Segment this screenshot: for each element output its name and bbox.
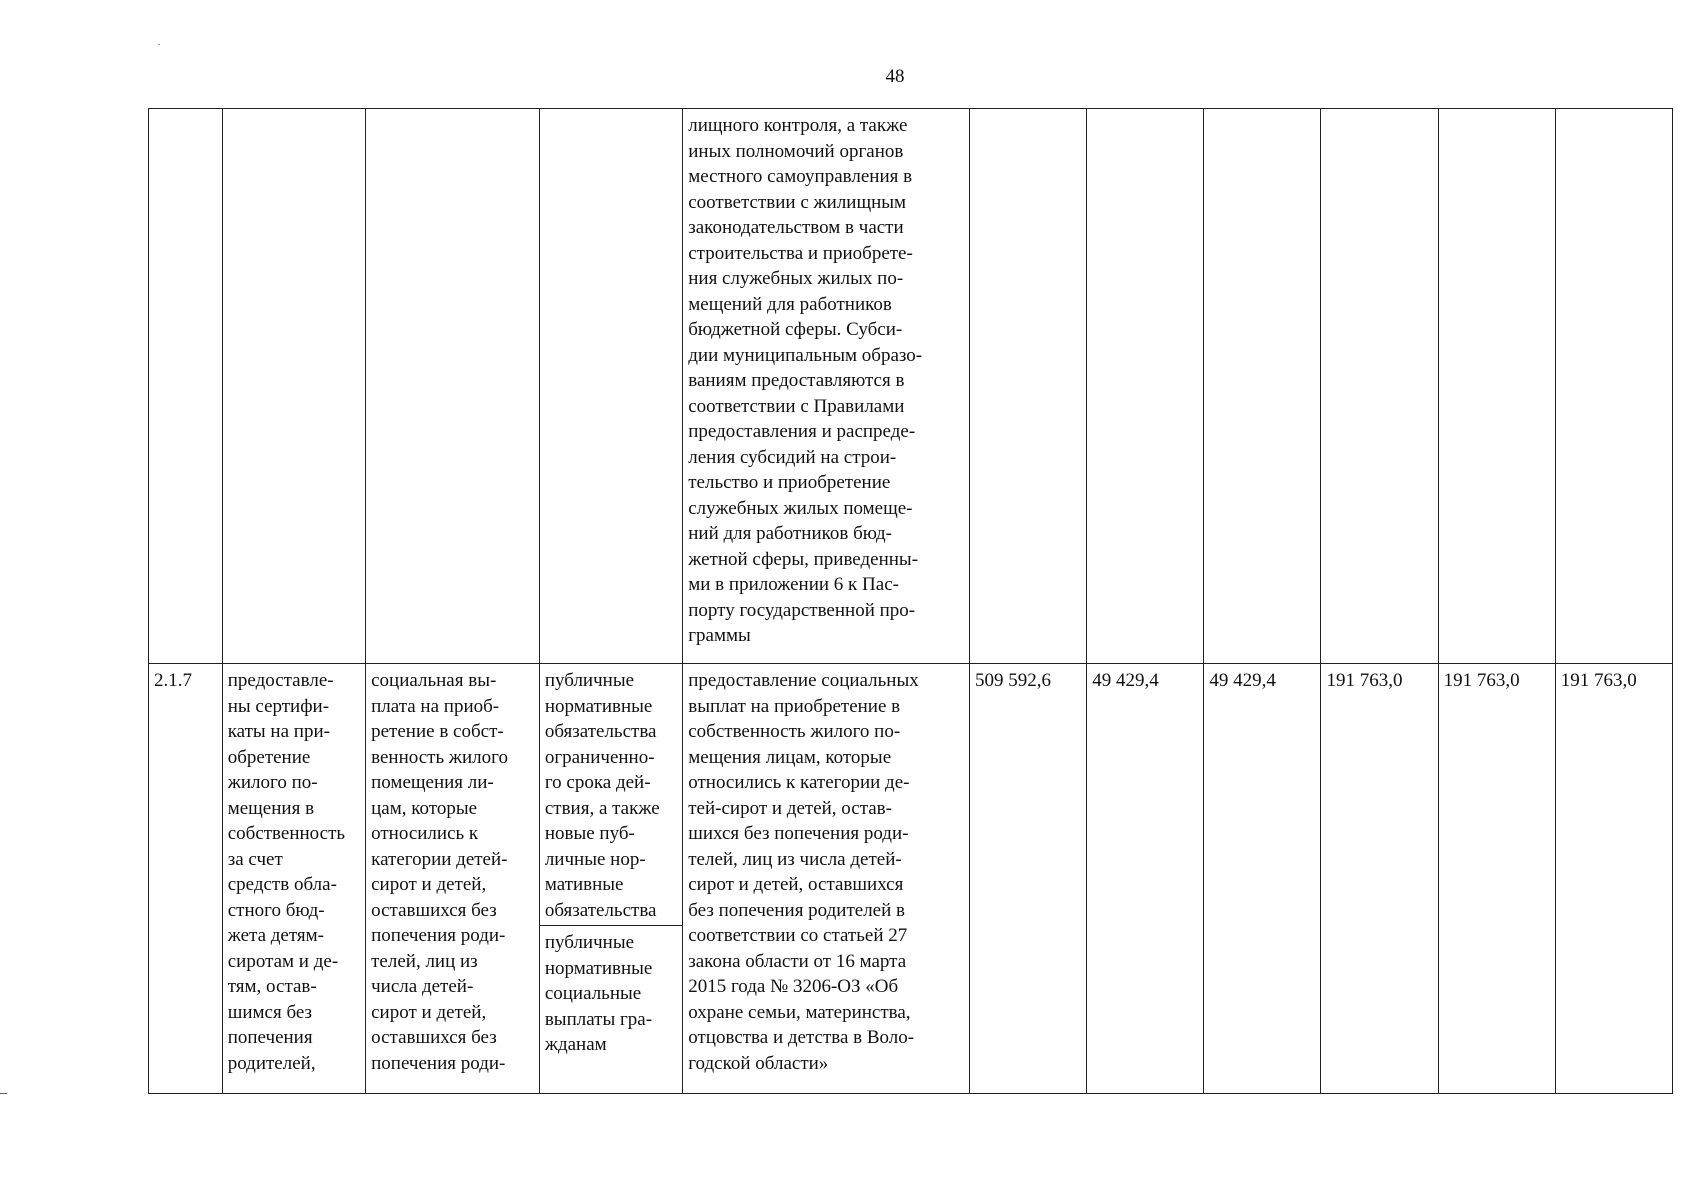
- table-cell: [1321, 109, 1438, 664]
- text-line: сирот и детей,: [371, 1001, 487, 1023]
- text-line: мещений для работников: [688, 293, 892, 315]
- table-cell: [222, 109, 365, 664]
- text-line: оставшихся без: [371, 899, 497, 921]
- text-line: новые пуб-: [544, 823, 635, 844]
- text-line: социальные: [544, 983, 642, 1004]
- text-line: шимся без: [227, 1001, 313, 1023]
- text-line: ны сертифи-: [227, 695, 330, 717]
- text-line: местного самоуправления в: [688, 166, 913, 187]
- text-line: граммы: [688, 625, 751, 646]
- text-line: публичные: [544, 932, 635, 953]
- text-line: ний для работников бюд-: [688, 523, 892, 544]
- row-number: 2.1.7: [149, 664, 223, 1094]
- text-line: мещения лицам, которые: [688, 746, 892, 768]
- text-line: предоставления и распреде-: [688, 421, 916, 442]
- text-line: публичные: [544, 670, 635, 691]
- text-line: охране семьи, материнства,: [688, 1001, 911, 1023]
- text-line: обязательства: [544, 721, 657, 742]
- text-line: соответствии с жилищным: [688, 191, 907, 213]
- text-line: телей, лиц из числа детей-: [688, 848, 902, 870]
- description-cell: [683, 664, 970, 1094]
- text-line: предоставле-: [227, 670, 334, 691]
- text-line: мативные: [544, 874, 624, 895]
- text-line: выплаты гра-: [544, 1008, 653, 1030]
- text-line: числа детей-: [371, 976, 474, 997]
- amount-cell: 191 763,0: [1438, 664, 1555, 1094]
- amount-cell: 49 429,4: [1204, 664, 1321, 1094]
- text-line: соответствии со статьей 27: [688, 925, 908, 946]
- text-line: относились к категории де-: [688, 772, 910, 793]
- table-cell: [149, 109, 223, 664]
- text-line: тям, остав-: [227, 976, 317, 997]
- text-line: обретение: [227, 746, 311, 768]
- scan-edge-mark: [0, 1093, 7, 1094]
- text-line: порту государственной про-: [688, 599, 916, 621]
- text-line: ограниченно-: [544, 746, 655, 768]
- text-line: отцовства и детства в Воло-: [688, 1027, 915, 1048]
- text-line: плата на приоб-: [371, 695, 500, 717]
- text-line: ления субсидий на строи-: [688, 446, 897, 468]
- text-line: соответствии с Правилами: [688, 395, 905, 417]
- text-line: категории детей-: [371, 848, 508, 870]
- description-cell: [683, 109, 970, 664]
- text-line: телей, лиц из: [371, 950, 478, 972]
- text-line: годской области»: [688, 1052, 829, 1074]
- text-line: стного бюд-: [227, 899, 325, 921]
- text-line: тельство и приобретение: [688, 472, 891, 493]
- table-row: [149, 664, 1673, 1094]
- text-line: сирот и детей,: [371, 874, 487, 895]
- text-line: собственность: [227, 823, 346, 844]
- measure-name-cell: [222, 664, 365, 1094]
- text-line: ми в приложении 6 к Пас-: [688, 574, 899, 595]
- amount-cell: 509 592,6: [970, 664, 1087, 1094]
- text-line: средств обла-: [227, 874, 337, 895]
- text-line: тей-сирот и детей, остав-: [688, 797, 892, 819]
- text-line: бюджетной сферы. Субси-: [688, 319, 903, 340]
- program-table: [148, 108, 1673, 1094]
- text-line: ствия, а также: [544, 797, 660, 819]
- obligation-type-top: [540, 668, 682, 926]
- table-cell: [1555, 109, 1672, 664]
- text-line: оставшихся без: [371, 1027, 497, 1048]
- text-line: шихся без попечения роди-: [688, 823, 909, 844]
- text-line: собственность жилого по-: [688, 721, 901, 742]
- amount-cell: 191 763,0: [1555, 664, 1672, 1094]
- page-number: 48: [885, 66, 905, 87]
- text-line: нормативные: [544, 957, 653, 979]
- text-line: иных полномочий органов: [688, 140, 904, 162]
- text-line: дии муниципальным образо-: [688, 344, 923, 366]
- amount-cell: 49 429,4: [1087, 664, 1204, 1094]
- text-line: выплат на приобретение в: [688, 695, 901, 717]
- text-line: строительства и приобрете-: [688, 242, 913, 264]
- text-line: относились к: [371, 823, 479, 844]
- text-line: мещения в: [227, 797, 315, 819]
- text-line: законодательством в части: [688, 217, 904, 238]
- text-line: за счет: [227, 848, 283, 870]
- table-cell: [1087, 109, 1204, 664]
- table-row: [149, 109, 1673, 664]
- text-line: каты на при-: [227, 721, 330, 742]
- table-cell: [1204, 109, 1321, 664]
- table-cell: [366, 109, 540, 664]
- text-line: 2015 года № 3206-ОЗ «Об: [688, 976, 899, 997]
- text-line: нормативные: [544, 695, 653, 717]
- text-line: ретение в собст-: [371, 721, 504, 742]
- text-line: личные нор-: [544, 848, 646, 870]
- text-line: социальная вы-: [371, 670, 497, 691]
- text-line: попечения: [227, 1027, 313, 1048]
- text-line: венность жилого: [371, 746, 508, 768]
- text-line: предоставление социальных: [688, 670, 919, 691]
- text-line: помещения ли-: [371, 772, 494, 793]
- text-line: сиротам и де-: [227, 950, 339, 972]
- result-cell: [366, 664, 540, 1094]
- text-line: сирот и детей, оставшихся: [688, 874, 904, 895]
- scan-speck: [158, 44, 160, 45]
- text-line: жетной сферы, приведенны-: [688, 548, 919, 570]
- text-line: го срока дей-: [544, 772, 651, 793]
- text-line: служебных жилых помеще-: [688, 497, 913, 519]
- obligation-type-cell: [539, 664, 682, 1094]
- text-line: жилого по-: [227, 772, 318, 793]
- table-cell: [1438, 109, 1555, 664]
- text-line: родителей,: [227, 1052, 316, 1074]
- text-line: попечения роди-: [371, 925, 506, 946]
- text-line: жданам: [544, 1034, 607, 1055]
- text-line: цам, которые: [371, 797, 478, 819]
- amount-cell: 191 763,0: [1321, 664, 1438, 1094]
- table-cell: [539, 109, 682, 664]
- text-line: ния служебных жилых по-: [688, 268, 904, 289]
- obligation-type-bottom: [545, 926, 678, 1058]
- text-line: жета детям-: [227, 925, 324, 946]
- text-line: без попечения родителей в: [688, 899, 906, 921]
- table-cell: [970, 109, 1087, 664]
- text-line: обязательства: [544, 899, 657, 921]
- text-line: попечения роди-: [371, 1052, 506, 1074]
- text-line: закона области от 16 марта: [688, 950, 907, 972]
- text-line: ваниям предоставляются в: [688, 370, 905, 391]
- text-line: лищного контроля, а также: [688, 115, 908, 136]
